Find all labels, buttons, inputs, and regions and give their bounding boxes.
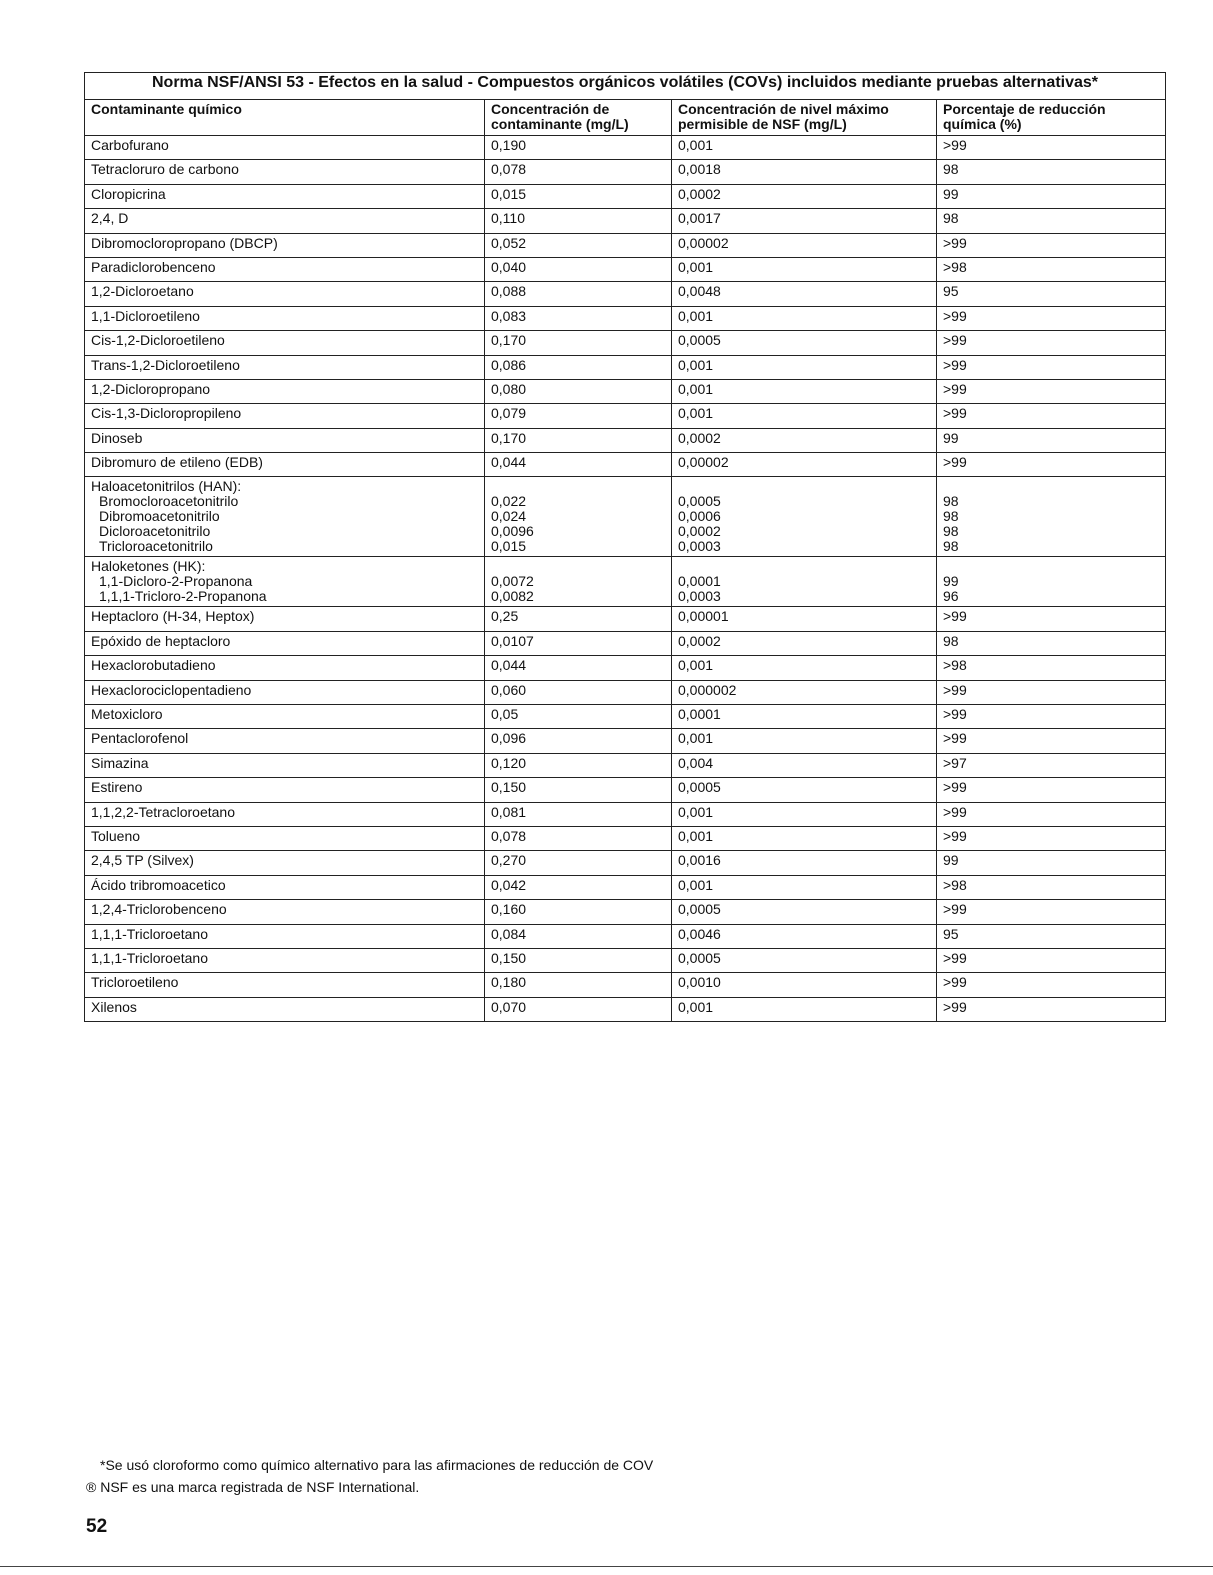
table-cell: 1,2-Dicloropropano <box>85 379 485 403</box>
table-cell: Ácido tribromoacetico <box>85 875 485 899</box>
sub-item-value: 0,0003 <box>678 588 721 605</box>
table-cell: 95 <box>937 924 1166 948</box>
table-cell: Cloropicrina <box>85 184 485 208</box>
table-cell: 0,001 <box>672 257 937 281</box>
sub-item-value: 0,0002 <box>678 523 721 540</box>
table-cell: Tricloroetileno <box>85 973 485 997</box>
sub-item-value: 0,015 <box>491 538 527 555</box>
table-cell: >98 <box>937 656 1166 680</box>
table-cell: Metoxicloro <box>85 705 485 729</box>
sub-item-label: 1,1,1-Tricloro-2-Propanona <box>99 588 267 605</box>
table-cell: 0,044 <box>485 453 672 477</box>
table-row <box>85 851 1166 875</box>
spacer <box>491 479 665 494</box>
table-cell: 0,079 <box>485 404 672 428</box>
table-cell: 0,160 <box>485 900 672 924</box>
sub-item-label: Dicloroacetonitrilo <box>99 523 211 540</box>
table-cell: 0,180 <box>485 973 672 997</box>
table-cell: Pentaclorofenol <box>85 729 485 753</box>
sub-item-value: 0,0072 <box>491 573 534 590</box>
table-cell: Estireno <box>85 778 485 802</box>
table-cell: 0,083 <box>485 306 672 330</box>
table-cell: >99 <box>937 973 1166 997</box>
sub-item-value: 0,0082 <box>491 588 534 605</box>
table-cell: >99 <box>937 997 1166 1021</box>
table-cell: Dibromuro de etileno (EDB) <box>85 453 485 477</box>
sub-item-value: 0,0005 <box>678 493 721 510</box>
table-cell: 99 <box>937 428 1166 452</box>
table-cell: >99 <box>937 331 1166 355</box>
table-cell <box>485 557 672 607</box>
table-cell: 1,1,2,2-Tetracloroetano <box>85 802 485 826</box>
table-row <box>85 948 1166 972</box>
table-cell: 0,0002 <box>672 184 937 208</box>
table-header-row <box>85 100 1166 136</box>
table-cell: 0,0005 <box>672 900 937 924</box>
table-cell: 0,0001 <box>672 705 937 729</box>
table-cell: 0,150 <box>485 778 672 802</box>
table-cell: >99 <box>937 826 1166 850</box>
table-row <box>85 778 1166 802</box>
table-cell: 0,0018 <box>672 160 937 184</box>
table-cell: 0,001 <box>672 802 937 826</box>
table-row <box>85 753 1166 777</box>
table-cell: >99 <box>937 355 1166 379</box>
table-cell: 0,052 <box>485 233 672 257</box>
table-cell: 0,042 <box>485 875 672 899</box>
table-row <box>85 404 1166 428</box>
table-cell: 0,25 <box>485 607 672 631</box>
table-cell: >99 <box>937 680 1166 704</box>
table-cell: 1,2,4-Triclorobenceno <box>85 900 485 924</box>
table-cell: Paradiclorobenceno <box>85 257 485 281</box>
table-cell: >99 <box>937 404 1166 428</box>
table-cell: 0,190 <box>485 136 672 160</box>
table-cell <box>85 557 485 607</box>
table-cell: 0,088 <box>485 282 672 306</box>
sub-item-value: 0,0003 <box>678 538 721 555</box>
table-cell: 1,2-Dicloroetano <box>85 282 485 306</box>
table-cell <box>937 557 1166 607</box>
table-cell: 1,1,1-Tricloroetano <box>85 948 485 972</box>
footnote: *Se usó cloroformo como químico alternativo para las afirmaciones de reducción de COV <box>100 1457 654 1473</box>
table-cell: >98 <box>937 257 1166 281</box>
table-row <box>85 607 1166 631</box>
table-row <box>85 209 1166 233</box>
table-cell: 98 <box>937 160 1166 184</box>
group-label: Haloacetonitrilos (HAN): <box>91 478 242 495</box>
sub-item-label: Tricloroacetonitrilo <box>99 538 213 555</box>
table-cell: 0,170 <box>485 331 672 355</box>
table-cell: >99 <box>937 948 1166 972</box>
table-cell: 98 <box>937 209 1166 233</box>
sub-item-label: Bromocloroacetonitrilo <box>99 493 239 510</box>
spacer <box>943 559 1159 574</box>
bottom-divider <box>0 1566 1213 1567</box>
table-cell: 0,150 <box>485 948 672 972</box>
table-cell <box>85 477 485 557</box>
table-cell: 0,044 <box>485 656 672 680</box>
table-cell: 0,000002 <box>672 680 937 704</box>
table-cell: 0,081 <box>485 802 672 826</box>
table-cell: 0,0002 <box>672 428 937 452</box>
table-cell: 0,0010 <box>672 973 937 997</box>
table-group-row <box>85 477 1166 557</box>
spacer <box>943 479 1159 494</box>
table-cell: Tolueno <box>85 826 485 850</box>
table-row <box>85 379 1166 403</box>
table-cell: 0,001 <box>672 306 937 330</box>
table-row <box>85 705 1166 729</box>
spacer <box>678 559 930 574</box>
table-cell: 0,086 <box>485 355 672 379</box>
table-row <box>85 428 1166 452</box>
sub-item-value: 0,0001 <box>678 573 721 590</box>
table-cell: 0,060 <box>485 680 672 704</box>
table-cell: 2,4, D <box>85 209 485 233</box>
table-cell: >99 <box>937 233 1166 257</box>
table-cell <box>672 477 937 557</box>
table-cell: 0,110 <box>485 209 672 233</box>
table-cell: 0,080 <box>485 379 672 403</box>
table-cell: 0,001 <box>672 729 937 753</box>
table-cell: 0,001 <box>672 379 937 403</box>
table-cell: 0,0107 <box>485 631 672 655</box>
group-label: Haloketones (HK): <box>91 558 206 575</box>
column-header: Concentración de contaminante (mg/L) <box>485 100 672 136</box>
table-cell: 0,120 <box>485 753 672 777</box>
table-row <box>85 802 1166 826</box>
table-row <box>85 184 1166 208</box>
table-cell: Hexaclorociclopentadieno <box>85 680 485 704</box>
table-row <box>85 680 1166 704</box>
table-row <box>85 136 1166 160</box>
table-cell: 0,270 <box>485 851 672 875</box>
spacer <box>491 559 665 574</box>
table-cell: 0,05 <box>485 705 672 729</box>
table-cell: 0,001 <box>672 656 937 680</box>
table-cell: 0,0005 <box>672 331 937 355</box>
table-cell: >99 <box>937 453 1166 477</box>
table-cell: >99 <box>937 306 1166 330</box>
page-number: 52 <box>86 1516 108 1537</box>
table-cell <box>937 477 1166 557</box>
table-cell: 0,0016 <box>672 851 937 875</box>
table-cell: Tetracloruro de carbono <box>85 160 485 184</box>
table-cell: 0,001 <box>672 826 937 850</box>
table-cell: 0,004 <box>672 753 937 777</box>
table-cell: Xilenos <box>85 997 485 1021</box>
table-group-row <box>85 557 1166 607</box>
table-cell: >99 <box>937 607 1166 631</box>
table-cell: 0,096 <box>485 729 672 753</box>
table-cell: 0,001 <box>672 355 937 379</box>
table-row <box>85 656 1166 680</box>
table-cell: 0,001 <box>672 404 937 428</box>
table-cell: Carbofurano <box>85 136 485 160</box>
table-row <box>85 257 1166 281</box>
table-cell: 0,00001 <box>672 607 937 631</box>
table-cell: >99 <box>937 705 1166 729</box>
table-cell: >99 <box>937 778 1166 802</box>
table-cell: >98 <box>937 875 1166 899</box>
table-cell: Cis-1,2-Dicloroetileno <box>85 331 485 355</box>
column-header: Porcentaje de reducción química (%) <box>937 100 1166 136</box>
table-body <box>85 136 1166 1022</box>
table-row <box>85 826 1166 850</box>
table-cell: 0,0005 <box>672 948 937 972</box>
table-cell: 0,001 <box>672 997 937 1021</box>
table-row <box>85 924 1166 948</box>
spacer <box>678 479 930 494</box>
table-cell: 0,0046 <box>672 924 937 948</box>
table-row <box>85 160 1166 184</box>
table-cell: 0,040 <box>485 257 672 281</box>
table-cell: Heptacloro (H-34, Heptox) <box>85 607 485 631</box>
table-cell: >99 <box>937 379 1166 403</box>
table-cell: 0,070 <box>485 997 672 1021</box>
table-cell: Dibromocloropropano (DBCP) <box>85 233 485 257</box>
table-cell: 2,4,5 TP (Silvex) <box>85 851 485 875</box>
table-cell: 99 <box>937 184 1166 208</box>
table-cell: 0,084 <box>485 924 672 948</box>
sub-item-value: 0,0006 <box>678 508 721 525</box>
table-cell: 0,001 <box>672 136 937 160</box>
table-cell: 1,1,1-Tricloroetano <box>85 924 485 948</box>
table-row <box>85 900 1166 924</box>
table-cell: 0,00002 <box>672 233 937 257</box>
sub-item-value: 98 <box>943 508 959 525</box>
table-cell: >99 <box>937 136 1166 160</box>
table-cell: Hexaclorobutadieno <box>85 656 485 680</box>
sub-item-value: 98 <box>943 523 959 540</box>
table-cell: 0,0005 <box>672 778 937 802</box>
table-cell: 0,001 <box>672 875 937 899</box>
table-row <box>85 453 1166 477</box>
sub-item-label: Dibromoacetonitrilo <box>99 508 220 525</box>
table-cell: 0,078 <box>485 826 672 850</box>
table-row <box>85 729 1166 753</box>
column-header: Contaminante químico <box>85 100 485 136</box>
sub-item-label: 1,1-Dicloro-2-Propanona <box>99 573 253 590</box>
sub-item-value: 98 <box>943 493 959 510</box>
table-row <box>85 355 1166 379</box>
table-row <box>85 331 1166 355</box>
table-row <box>85 282 1166 306</box>
table-cell: 99 <box>937 851 1166 875</box>
table-row <box>85 997 1166 1021</box>
table-row <box>85 233 1166 257</box>
sub-item-value: 96 <box>943 588 959 605</box>
table-cell: Dinoseb <box>85 428 485 452</box>
table-cell: >99 <box>937 729 1166 753</box>
table-cell: 0,0002 <box>672 631 937 655</box>
column-header: Concentración de nivel máximo permisible de NSF (mg/L) <box>672 100 937 136</box>
table-cell: 0,078 <box>485 160 672 184</box>
table-cell: >99 <box>937 900 1166 924</box>
contaminant-reduction-table <box>84 72 1166 1022</box>
table-cell: >97 <box>937 753 1166 777</box>
table-cell: 0,015 <box>485 184 672 208</box>
table-row <box>85 631 1166 655</box>
table-cell: Trans-1,2-Dicloroetileno <box>85 355 485 379</box>
table-title: Norma NSF/ANSI 53 - Efectos en la salud - Compuestos orgánicos volátiles (COVs) incluidos mediante pruebas alternativas* <box>85 73 1166 100</box>
table-cell: 0,170 <box>485 428 672 452</box>
sub-item-value: 0,024 <box>491 508 527 525</box>
table-cell <box>485 477 672 557</box>
table-row <box>85 973 1166 997</box>
table-cell <box>672 557 937 607</box>
table-row <box>85 306 1166 330</box>
table-cell: 98 <box>937 631 1166 655</box>
table-cell: 0,0048 <box>672 282 937 306</box>
table-cell: Epóxido de heptacloro <box>85 631 485 655</box>
table-row <box>85 875 1166 899</box>
table-cell: 1,1-Dicloroetileno <box>85 306 485 330</box>
sub-item-value: 98 <box>943 538 959 555</box>
table-cell: >99 <box>937 802 1166 826</box>
table-cell: 0,0017 <box>672 209 937 233</box>
table-cell: 0,00002 <box>672 453 937 477</box>
table-cell: 95 <box>937 282 1166 306</box>
table-cell: Cis-1,3-Dicloropropileno <box>85 404 485 428</box>
sub-item-value: 0,0096 <box>491 523 534 540</box>
registered-trademark-note: ® NSF es una marca registrada de NSF International. <box>86 1479 420 1495</box>
table-cell: Simazina <box>85 753 485 777</box>
sub-item-value: 0,022 <box>491 493 527 510</box>
sub-item-value: 99 <box>943 573 959 590</box>
